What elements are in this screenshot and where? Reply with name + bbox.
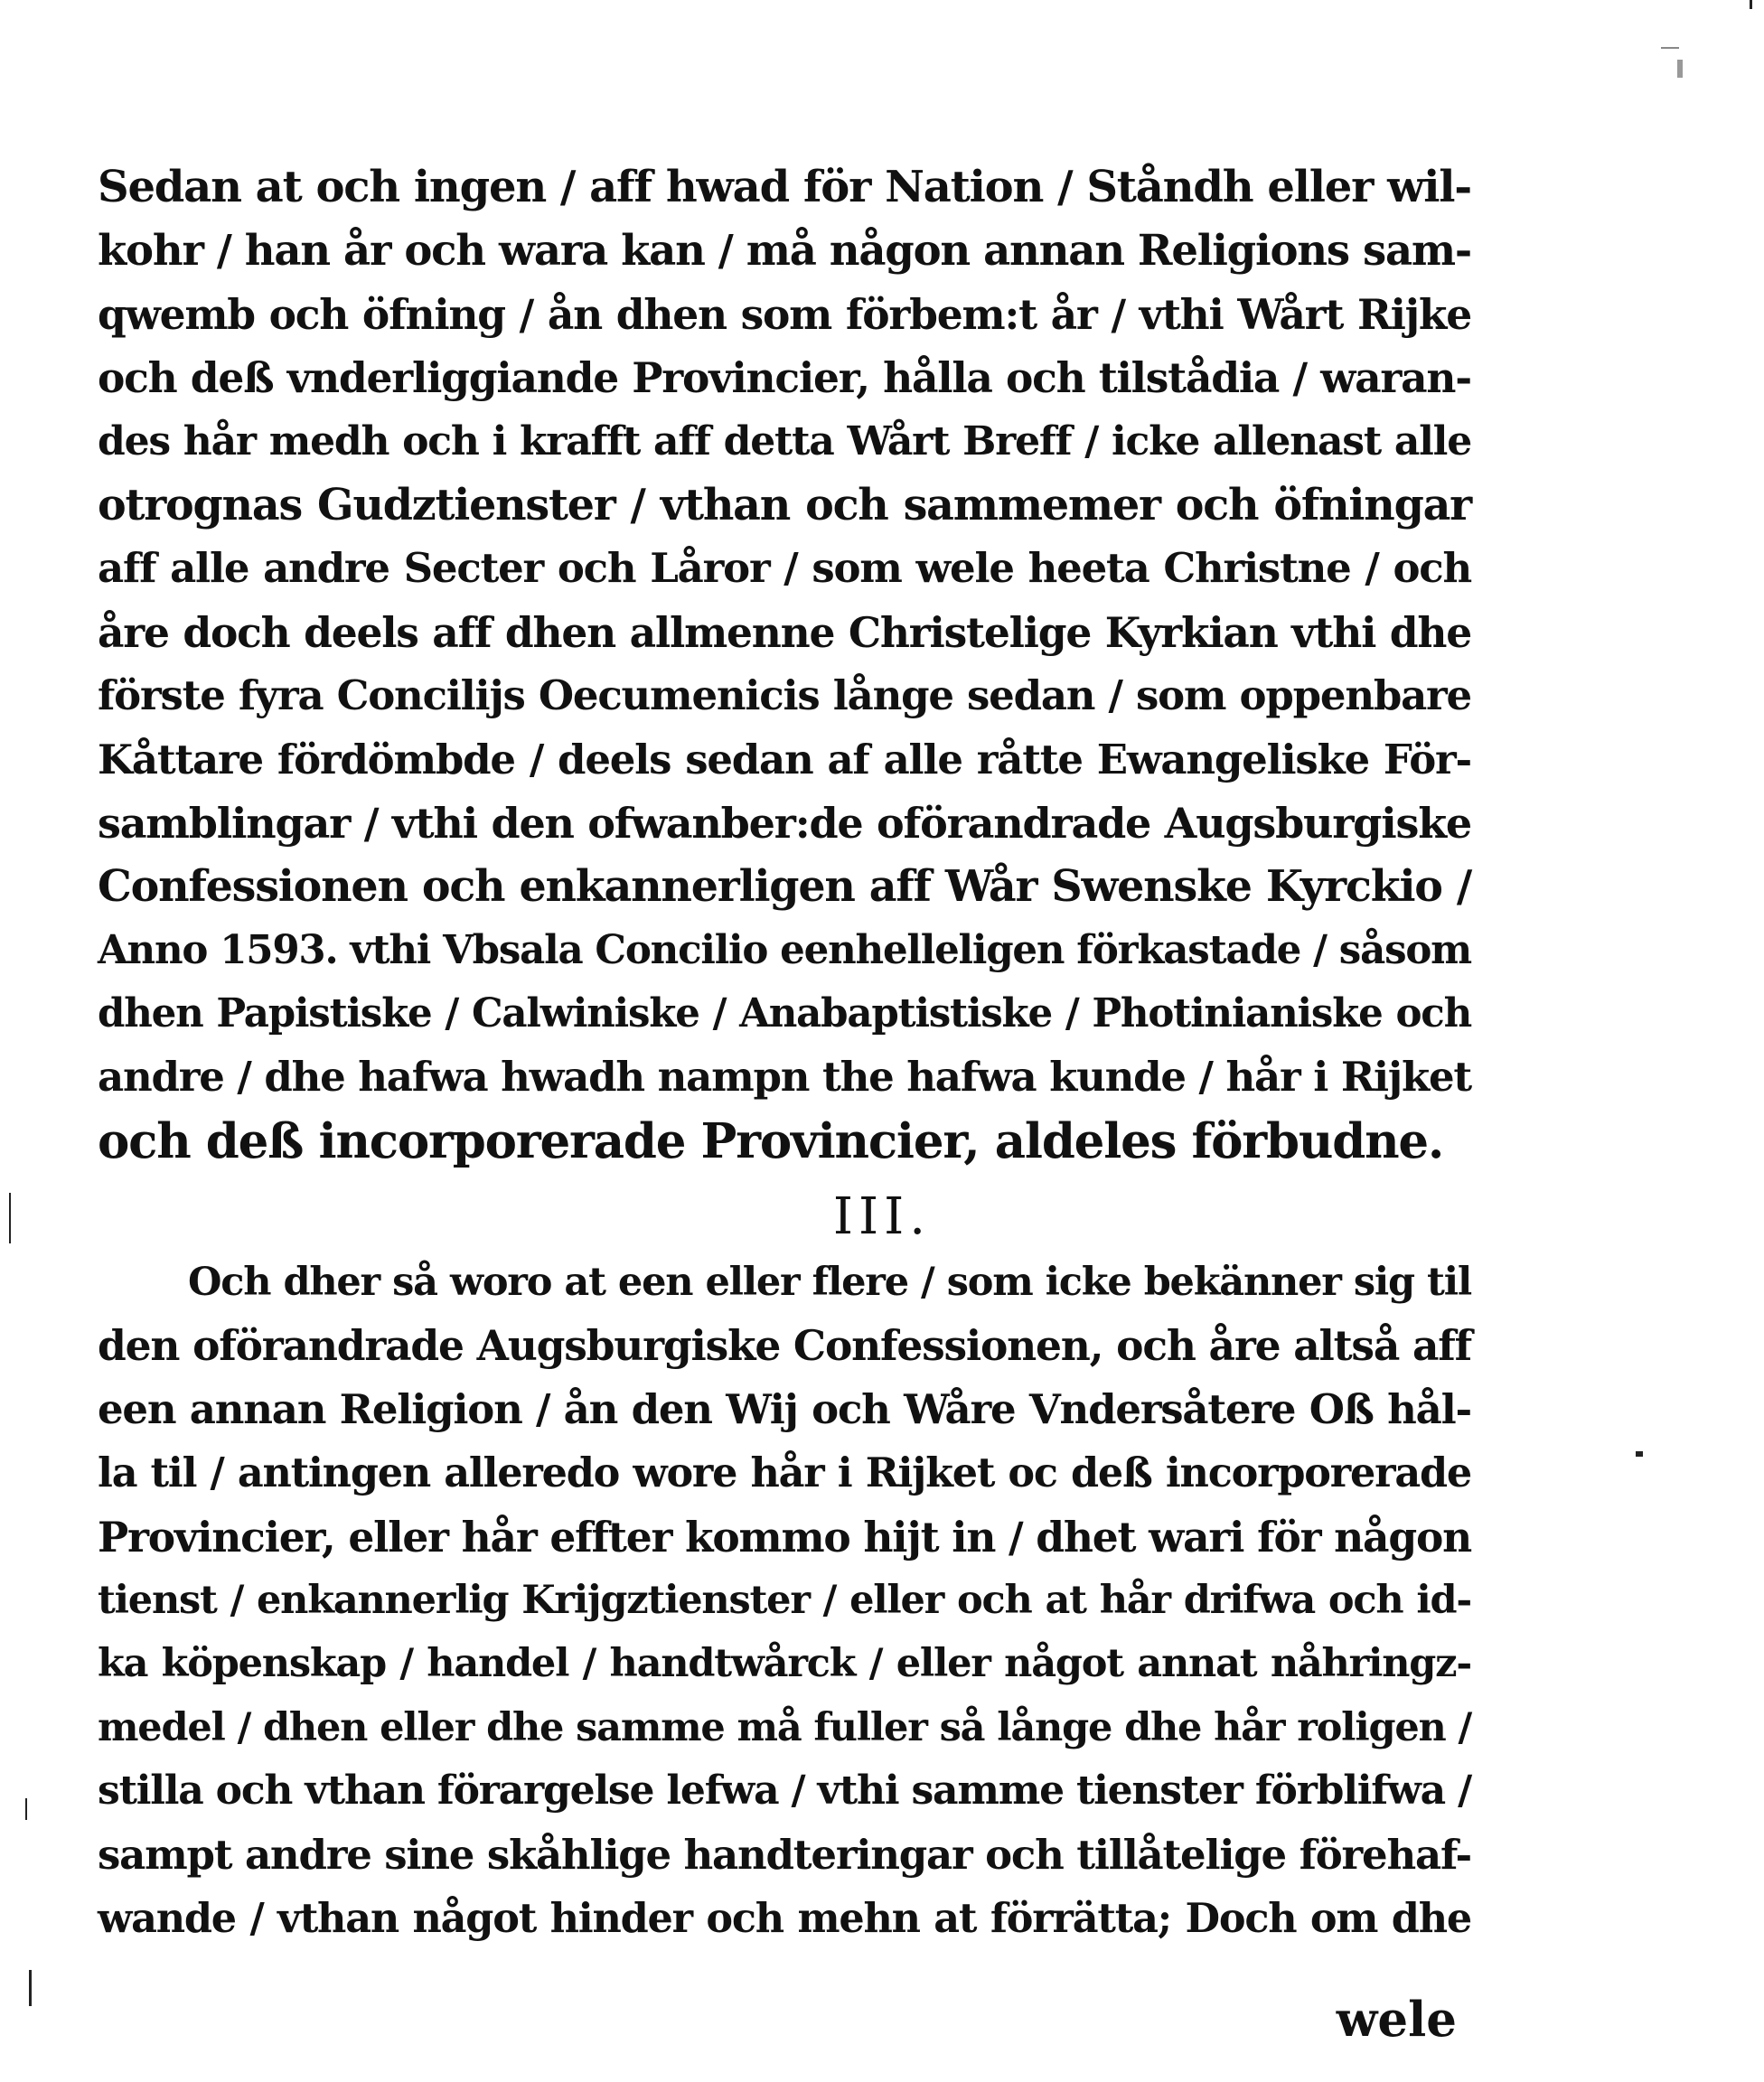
scan-mark-right-dot — [1636, 1451, 1643, 1457]
scan-mark-left-3 — [29, 1970, 32, 2006]
paragraph-1 — [98, 155, 1471, 1173]
text-line: des hår medh och i krafft aff detta Wårt Breff / icke allenast alle — [98, 417, 1471, 464]
text-line: andre / dhe hafwa hwadh nampn the hafwa kunde / hår i Rijket — [98, 1053, 1471, 1102]
text-line: medel / dhen eller dhe samme må fuller så långe dhe hår roligen / — [98, 1704, 1471, 1750]
text-line: aff alle andre Secter och Låror / som wele heeta Christne / och — [98, 544, 1471, 593]
text-line: och deß vnderliggiande Provincier, hålla och tilstådia / waran- — [98, 353, 1471, 403]
text-line: wande / vthan något hinder och mehn at förrätta; Doch om dhe — [98, 1894, 1471, 1942]
text-line: den oförandrade Augsburgiske Confessionen, och åre altså aff — [98, 1321, 1471, 1371]
text-line: otrognas Gudztienster / vthan och sammemer och öfningar — [98, 479, 1471, 530]
text-line: Och dher så woro at een eller flere / som icke bekänner sig til — [188, 1260, 1471, 1305]
scan-mark-top-edge — [1750, 0, 1752, 9]
text-line: Provincier, eller hår effter kommo hijt in / dhet wari för någon — [98, 1512, 1471, 1562]
scan-mark-top-right-2 — [1677, 60, 1683, 78]
text-line: Anno 1593. vthi Vbsala Concilio eenhelleligen förkastade / såsom — [98, 926, 1471, 973]
text-line: Confessionen och enkannerligen aff Wår Swenske Kyrckio / — [98, 861, 1471, 913]
text-line: stilla och vthan förargelse lefwa / vthi samme tienster förblifwa / — [98, 1768, 1471, 1815]
text-line: och deß incorporerade Provincier, aldeles förbudne. — [98, 1112, 1444, 1169]
text-line: åre doch deels aff dhen allmenne Christelige Kyrkian vthi dhe — [98, 607, 1471, 657]
text-line: kohr / han år och wara kan / må någon annan Religions sam- — [98, 225, 1471, 276]
text-line: förste fyra Concilijs Oecumenicis långe sedan / som oppenbare — [98, 671, 1471, 720]
text-line: dhen Papistiske / Calwiniske / Anabaptistiske / Photinianiske och — [98, 990, 1471, 1037]
scan-mark-left-2 — [25, 1798, 27, 1820]
text-line: een annan Religion / ån den Wij och Wåre Vndersåtere Oß hål- — [98, 1384, 1471, 1433]
text-line: samblingar / vthi den ofwanber:de oförandrade Augsburgiske — [98, 798, 1471, 848]
text-line: ka köpenskap / handel / handtwårck / eller något annat nåhringz- — [98, 1641, 1471, 1687]
text-line: Sedan at och ingen / aff hwad för Nation / Ståndh eller wil- — [98, 162, 1471, 212]
text-line: qwemb och öfning / ån dhen som förbem:t år / vthi Wårt Rijke — [98, 289, 1471, 339]
text-line: sampt andre sine skåhlige handteringar och tillåtelige förehaf- — [98, 1830, 1471, 1879]
text-line: tienst / enkannerlig Krijgztienster / eller och at hår drifwa och id- — [98, 1577, 1471, 1623]
paragraph-2 — [98, 1251, 1471, 1950]
catchword: wele — [1336, 1992, 1457, 2048]
text-line: la til / antingen alleredo wore hår i Rijket oc deß incorporerade — [98, 1449, 1471, 1497]
section-heading: III. — [832, 1187, 932, 1246]
scan-mark-top-right — [1661, 47, 1679, 49]
text-line: Kåttare fördömbde / deels sedan af alle råtte Ewangeliske För- — [98, 735, 1471, 783]
